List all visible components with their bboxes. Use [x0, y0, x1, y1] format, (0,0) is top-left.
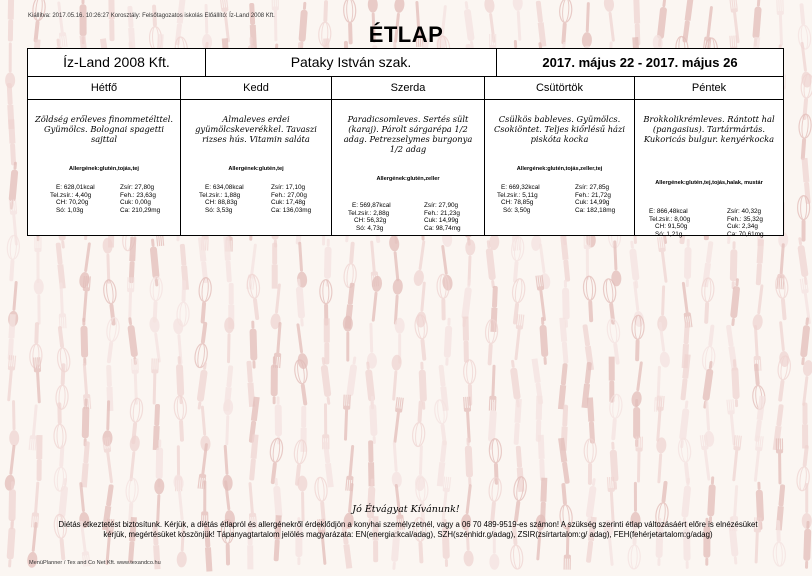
- dish-text: Csülkös bableves. Gyümölcs. Csokiöntet. Teljes kiőrlésű házi piskóta kocka: [493, 114, 626, 144]
- day-header-row: [28, 77, 783, 100]
- footer-wish: Jó Étvágyat Kívánunk!: [352, 504, 460, 515]
- nutrition-energy: E: 628,01kcal: [56, 184, 95, 191]
- day-header-tuesday: Kedd: [181, 77, 332, 99]
- header-row: [28, 49, 783, 77]
- nutrition-salt: Só: 3,50g: [503, 206, 531, 214]
- dish-text: Almaleves erdei gyümölcskeverékkel. Tavaszi rizses hús. Vitamin saláta: [195, 114, 317, 144]
- date-range: 2017. május 22 - 2017. május 26: [542, 55, 738, 70]
- nutrition-fat: Zsír: 17,10g: [271, 184, 306, 191]
- nutrition-fat: Zsír: 27,80g: [120, 184, 155, 191]
- company-name: Íz-Land 2008 Kft.: [28, 49, 206, 76]
- nutrition-fat: Zsír: 27,85g: [575, 184, 610, 191]
- nutrition-energy: E: 569,87kcal: [352, 202, 391, 209]
- menu-row: [28, 100, 783, 238]
- nutrition-carbs: CH: 56,32g: [354, 217, 387, 224]
- nutrition-protein: Feh.: 23,63g: [120, 191, 156, 199]
- print-info-line: Kiállítva: 2017.05.16. 10:26:27 Korosztály: Felsőtagozatos iskolás Előállító: Íz-Land 2008 Kft.: [28, 13, 275, 19]
- nutrition-sat-fat: Tel.zsír.: 1,88g: [199, 191, 241, 199]
- nutrition-sat-fat: Tel.zsír.: 5,11g: [497, 191, 538, 199]
- day-header-wednesday: Szerda: [332, 77, 485, 99]
- allergen-text: Allergének:glutén,tojás,zeller,tej: [516, 166, 603, 172]
- nutrition-fat: Zsír: 27,90g: [424, 202, 459, 209]
- nutrition-sugar: Cuk: 2,34g: [727, 223, 758, 230]
- nutrition-sugar: Cuk: 14,99g: [424, 217, 459, 224]
- dish-text: Brokkolikrémleves. Rántott hal (pangasius). Tartármártás. Kukoricás bulgur. kenyérkocka: [643, 114, 775, 144]
- school-name: Pataky István szak.: [206, 49, 497, 76]
- nutrition-calcium: Ca: 210,29mg: [120, 206, 161, 214]
- menu-cell-thursday: [485, 100, 635, 235]
- day-header-monday: Hétfő: [28, 77, 181, 99]
- menu-cell-wednesday: [332, 100, 485, 235]
- nutrition-calcium: Ca: 98,74mg: [424, 224, 461, 232]
- nutrition-protein: Feh.: 21,23g: [424, 209, 460, 217]
- nutrition-protein: Feh.: 27,00g: [271, 191, 307, 199]
- day-header-thursday: Csütörtök: [485, 77, 635, 99]
- nutrition-salt: Só: 3,53g: [205, 206, 233, 214]
- dish-text: Paradicsomleves. Sertés sült (karaj). Párolt sárgarépa 1/2 adag. Petrezselymes burgonya 1/2 adag: [343, 114, 473, 154]
- nutrition-sat-fat: Tel.zsír.: 8,00g: [649, 215, 691, 223]
- nutrition-carbs: CH: 78,85g: [501, 199, 534, 206]
- footer-credit: MenüPlanner / Tex and Co Net Kft. www.texandco.hu: [29, 560, 161, 566]
- menu-cell-tuesday: [181, 100, 332, 235]
- allergen-text: Allergének:glutén,tej,tojás,halak, mustár: [655, 180, 763, 186]
- allergen-text: Allergének:glutén,tej: [228, 166, 284, 172]
- nutrition-protein: Feh.: 21,72g: [575, 191, 611, 199]
- nutrition-sugar: Cuk: 0,00g: [120, 199, 151, 206]
- page-title: ÉTLAP: [368, 22, 444, 47]
- nutrition-calcium: Ca: 136,03mg: [271, 206, 312, 214]
- dish-text: Zöldség erőleves finommetélttel. Gyümölcs. Bolognai spagetti sajttal: [34, 114, 174, 144]
- nutrition-salt: Só: 4,73g: [356, 224, 384, 232]
- nutrition-calcium: Ca: 182,18mg: [575, 206, 616, 214]
- footer-note: Diétás étkeztetést biztosítunk. Kérjük, a diétás étlapról és allergénekről érdeklődjön a konyhai személyzetnél, vagy a 06 70 489-9519-es számon! A szükség szerinti étlap változásáért előre is elnézésüket kérjük, megértésüket köszönjük! Tápanyagtartalom jelölés magyarázata: EN(energia:kcal/adag), SZH(szénhidr.g/adag), ZSIR(zsírtartalom:g/ adag), FEH(fehérjetartalom:g/adag): [58, 520, 758, 539]
- nutrition-energy: E: 669,32kcal: [501, 184, 540, 191]
- nutrition-energy: E: 866,48kcal: [649, 208, 688, 215]
- nutrition-salt: Só: 1,03g: [56, 206, 84, 214]
- nutrition-carbs: CH: 70,20g: [56, 199, 89, 206]
- nutrition-sat-fat: Tel.zsír.: 4,40g: [50, 191, 92, 199]
- nutrition-carbs: CH: 88,83g: [205, 199, 238, 206]
- allergen-text: Allergének:glutén,zeller: [376, 176, 440, 182]
- nutrition-carbs: CH: 91,50g: [655, 223, 688, 230]
- menu-table: [27, 48, 784, 236]
- nutrition-sugar: Cuk: 14,99g: [575, 199, 610, 206]
- nutrition-energy: E: 634,08kcal: [205, 184, 244, 191]
- day-header-friday: Péntek: [691, 82, 727, 94]
- nutrition-sat-fat: Tel.zsír.: 2,88g: [348, 209, 390, 217]
- allergen-text: Allergének:glutén,tojás,tej: [69, 166, 139, 172]
- menu-cell-monday: [28, 100, 181, 235]
- nutrition-sugar: Cuk: 17,48g: [271, 199, 306, 206]
- nutrition-fat: Zsír: 40,32g: [727, 208, 762, 215]
- menu-cell-friday: [635, 100, 783, 238]
- nutrition-salt: Só: 1,21g: [655, 230, 683, 238]
- nutrition-calcium: Ca: 70,61mg: [727, 230, 764, 238]
- nutrition-protein: Feh.: 35,32g: [727, 215, 763, 223]
